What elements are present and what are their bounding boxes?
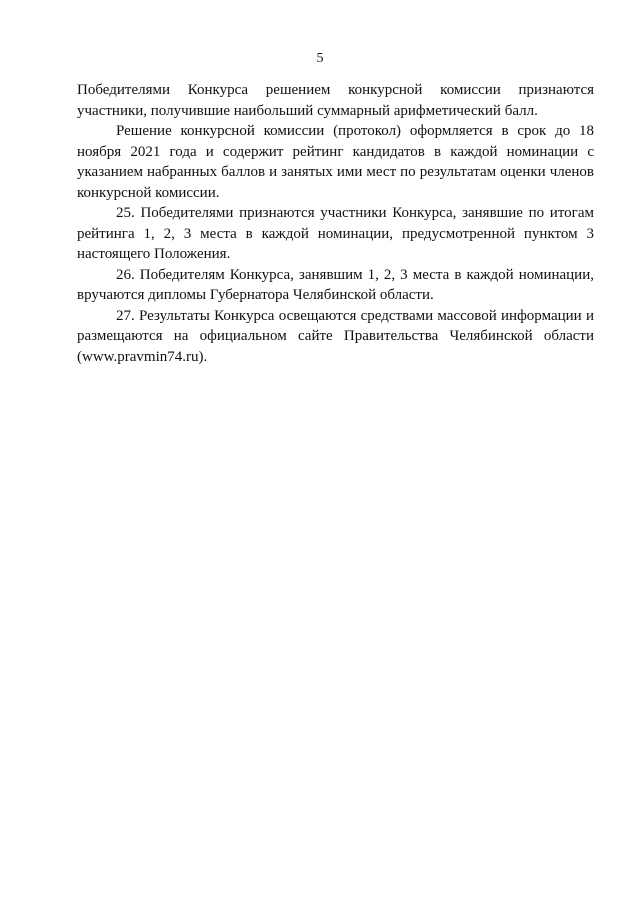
paragraph-winners-definition: Победителями Конкурса решением конкурсной комиссии признаются участники, получившие наибольший суммарный арифметический балл.	[77, 82, 594, 119]
paragraph-commission-decision: Решение конкурсной комиссии (протокол) оформляется в срок до 18 ноября 2021 года и содержит рейтинг кандидатов в каждой номинации с указанием набранных баллов и занятых ими мест по результатам оценки членов конкурсной комиссии.	[77, 123, 594, 201]
paragraph-item-25: 25. Победителями признаются участники Конкурса, занявшие по итогам рейтинга 1, 2, 3 места в каждой номинации, предусмотренной пунктом 3 настоящего Положения.	[77, 205, 594, 262]
page-number: 5	[316, 51, 324, 66]
paragraph-item-27: 27. Результаты Конкурса освещаются средствами массовой информации и размещаются на официальном сайте Правительства Челябинской области (www.pravmin74.ru).	[77, 307, 594, 365]
document-body	[77, 80, 594, 367]
paragraph-item-26: 26. Победителям Конкурса, занявшим 1, 2, 3 места в каждой номинации, вручаются дипломы Губернатора Челябинской области.	[77, 266, 594, 303]
